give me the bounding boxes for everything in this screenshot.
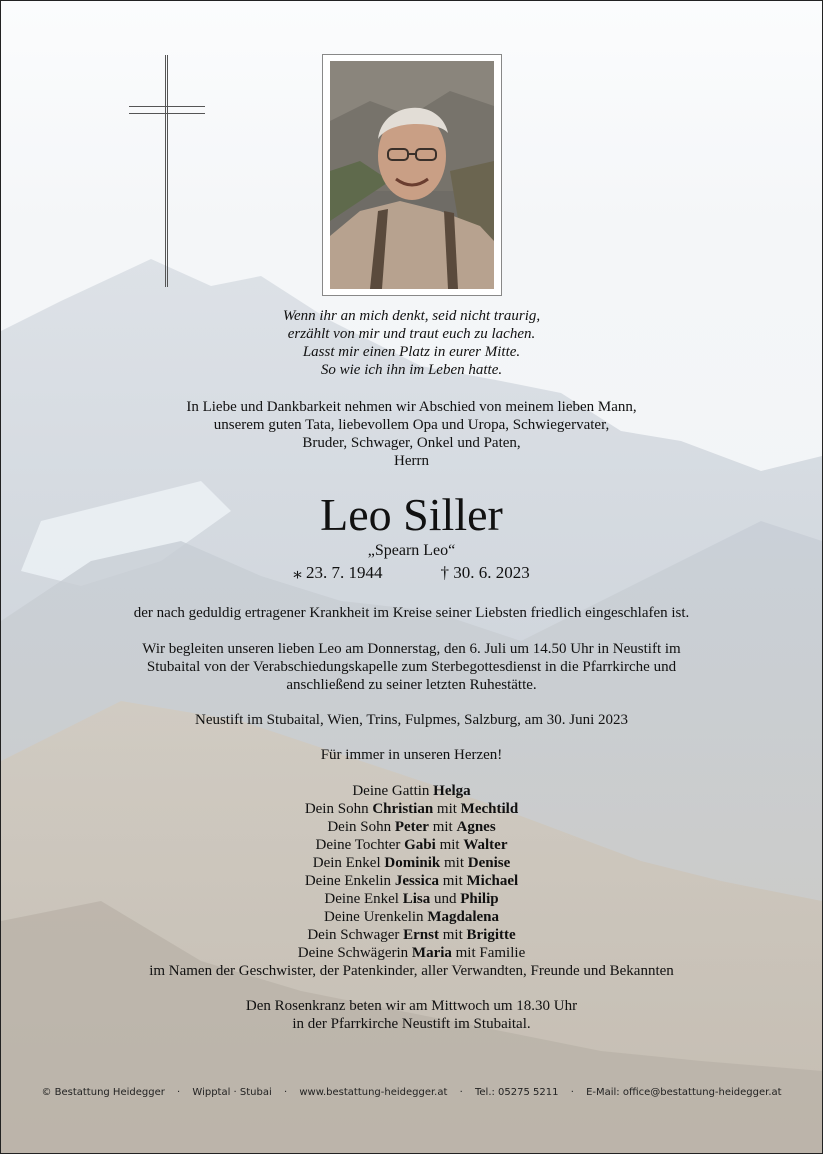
passing-text xyxy=(1,604,822,622)
nickname: „Spearn Leo“ xyxy=(367,542,456,559)
poem-line: erzählt von mir und traut euch zu lachen. xyxy=(287,326,536,342)
mourner-relation: mit xyxy=(438,873,467,889)
place-date-line: Neustift im Stubaital, Wien, Trins, Fulpmes, Salzburg, am 30. Juni 2023 xyxy=(194,712,628,728)
others-text xyxy=(1,962,822,980)
mourner-name: Walter xyxy=(463,837,508,853)
intro-line: In Liebe und Dankbarkeit nehmen wir Abschied von meinem lieben Mann, xyxy=(186,399,637,415)
mourner-relation: Dein Enkel xyxy=(312,855,385,871)
mourners-list xyxy=(1,782,822,962)
mourner-line xyxy=(1,836,822,854)
mourner-name: Dominik xyxy=(384,855,441,871)
funeral-line: anschließend zu seiner letzten Ruhestätte. xyxy=(286,677,537,693)
mourner-line xyxy=(1,854,822,872)
mourner-relation: Dein Schwager xyxy=(307,927,404,943)
mourner-name: Philip xyxy=(460,891,499,907)
footer-company: © Bestattung Heidegger xyxy=(41,1087,165,1098)
mourner-name: Ernst xyxy=(403,927,439,943)
mourner-line xyxy=(1,782,822,800)
mourner-relation: Deine Tochter xyxy=(315,837,405,853)
footer-email[interactable]: E-Mail: office@bestattung-heidegger.at xyxy=(586,1087,782,1098)
mourner-name: Michael xyxy=(466,873,519,889)
mourner-relation: mit xyxy=(438,927,467,943)
life-dates xyxy=(1,563,822,583)
mourner-name: Peter xyxy=(394,819,429,835)
mourner-relation: mit xyxy=(433,801,461,817)
intro-text xyxy=(1,398,822,470)
others-line: im Namen der Geschwister, der Patenkinder, aller Verwandten, Freunde und Bekannten xyxy=(149,963,674,979)
mourner-name: Denise xyxy=(467,855,511,871)
footer-separator: · xyxy=(459,1087,463,1098)
mourner-relation: mit Familie xyxy=(451,945,526,961)
place-date xyxy=(1,711,822,729)
mourner-name: Magdalena xyxy=(427,909,499,925)
birth-date: ⁎ 23. 7. 1944 xyxy=(293,563,383,582)
mourner-name: Gabi xyxy=(404,837,436,853)
mourner-relation: Dein Sohn xyxy=(304,801,373,817)
rosary-line: Den Rosenkranz beten wir am Mittwoch um 18.30 Uhr xyxy=(245,998,578,1014)
rosary-info xyxy=(1,997,822,1033)
mourner-name: Brigitte xyxy=(466,927,516,943)
rosary-line: in der Pfarrkirche Neustift im Stubaital. xyxy=(292,1016,531,1032)
mourner-relation: Deine Enkelin xyxy=(304,873,395,889)
intro-line: Bruder, Schwager, Onkel und Paten, xyxy=(302,435,521,451)
mourner-relation: Deine Urenkelin xyxy=(324,909,428,925)
portrait-frame xyxy=(322,54,502,296)
footer xyxy=(1,1087,822,1098)
portrait-photo xyxy=(330,61,494,289)
funeral-info xyxy=(1,640,822,694)
funeral-line: Stubaital von der Verabschiedungskapelle zum Sterbegottesdienst in die Pfarrkirche und xyxy=(146,659,677,675)
mourner-name: Jessica xyxy=(394,873,439,889)
mourner-relation: Deine Gattin xyxy=(352,783,434,799)
cross-horizontal-icon xyxy=(129,106,205,114)
mourner-line xyxy=(1,818,822,836)
poem-line: Lasst mir einen Platz in eurer Mitte. xyxy=(302,344,521,360)
footer-separator: · xyxy=(283,1087,288,1098)
mourner-line xyxy=(1,908,822,926)
poem-line: Wenn ihr an mich denkt, seid nicht traurig, xyxy=(282,308,541,324)
mourner-name: Christian xyxy=(372,801,434,817)
mourner-relation: mit xyxy=(435,837,464,853)
mourner-relation: und xyxy=(430,891,461,907)
mourner-line xyxy=(1,926,822,944)
mourner-name: Maria xyxy=(411,945,452,961)
poem xyxy=(1,307,822,379)
motto xyxy=(1,746,822,764)
mourner-relation: mit xyxy=(428,819,457,835)
mourner-line xyxy=(1,890,822,908)
mourner-name: Mechtild xyxy=(460,801,519,817)
mourner-relation: Deine Enkel xyxy=(324,891,403,907)
deceased-name: Leo Siller xyxy=(320,489,503,540)
intro-line: Herrn xyxy=(394,453,429,469)
footer-website[interactable]: www.bestattung-heidegger.at xyxy=(299,1087,448,1098)
footer-region: Wipptal · Stubai xyxy=(192,1087,272,1098)
cross-vertical-icon xyxy=(165,55,168,287)
footer-phone: Tel.: 05275 5211 xyxy=(474,1087,559,1098)
mourner-name: Agnes xyxy=(456,819,496,835)
intro-line: unserem guten Tata, liebevollem Opa und Uropa, Schwiegervater, xyxy=(213,417,610,433)
passing-line: der nach geduldig ertragener Krankheit im Kreise seiner Liebsten friedlich eingeschlafen ist. xyxy=(133,605,690,621)
mourner-name: Helga xyxy=(433,783,471,799)
mourner-name: Lisa xyxy=(402,891,431,907)
funeral-line: Wir begleiten unseren lieben Leo am Donnerstag, den 6. Juli um 14.50 Uhr in Neustift im xyxy=(142,641,681,657)
mourner-relation: Dein Sohn xyxy=(327,819,395,835)
footer-separator: · xyxy=(570,1087,574,1098)
footer-separator: · xyxy=(177,1087,181,1098)
poem-line: So wie ich ihn im Leben hatte. xyxy=(320,362,503,378)
mourner-line xyxy=(1,944,822,962)
mourner-relation: mit xyxy=(440,855,468,871)
motto-line: Für immer in unseren Herzen! xyxy=(320,747,503,763)
mourner-line xyxy=(1,800,822,818)
mourner-line xyxy=(1,872,822,890)
death-date: † 30. 6. 2023 xyxy=(440,563,530,582)
mourner-relation: Deine Schwägerin xyxy=(297,945,412,961)
